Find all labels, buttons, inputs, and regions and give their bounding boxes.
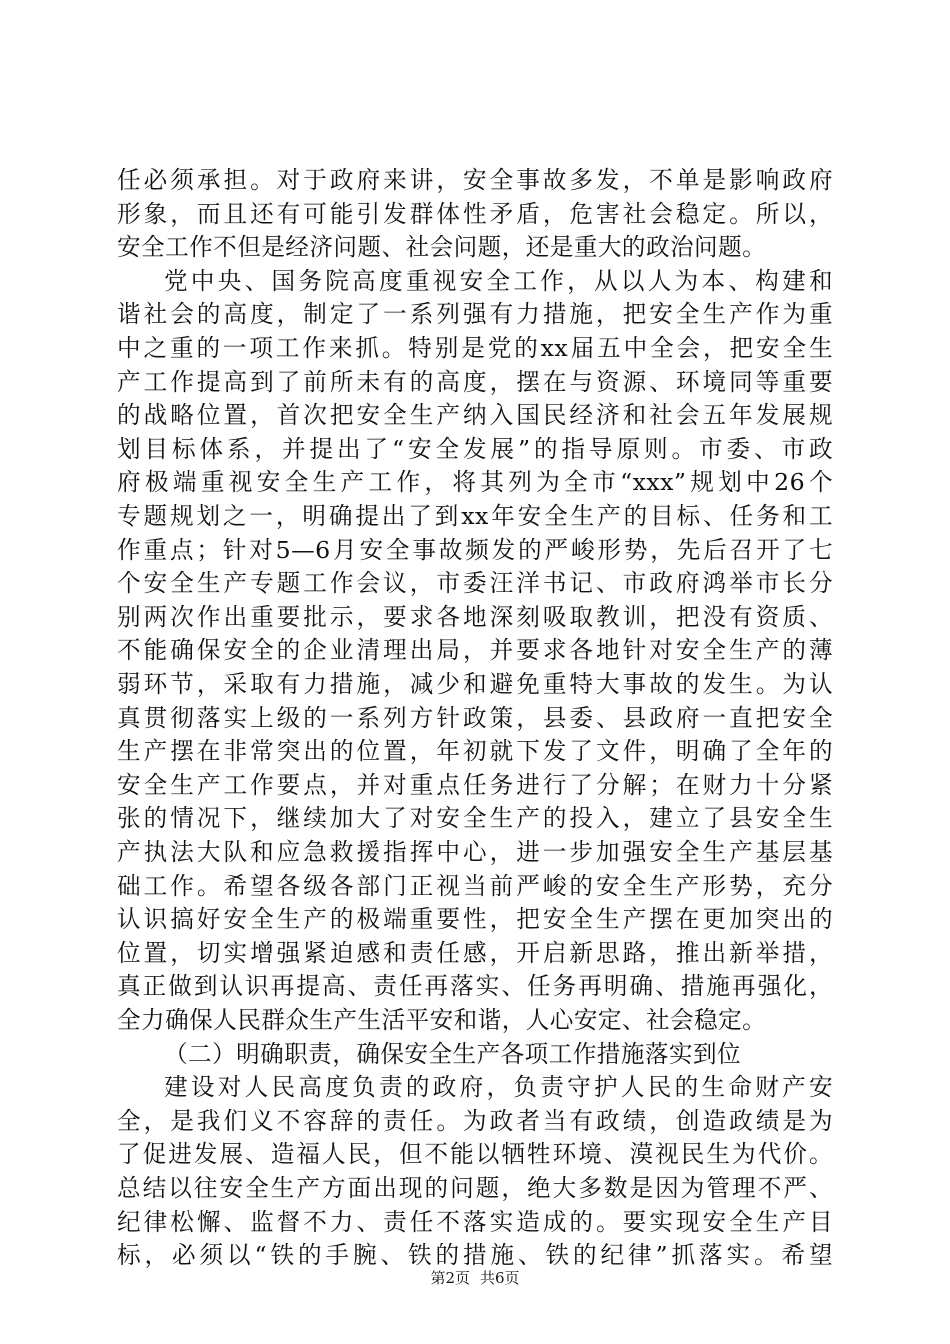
- section-heading: （二）明确职责，确保安全生产各项工作措施落实到位: [164, 1039, 742, 1068]
- text-line: 产工作提高到了前所未有的高度，摆在与资源、环境同等重要: [117, 367, 833, 396]
- text-line: 弱环节，采取有力措施，减少和避免重特大事故的发生。为认: [117, 670, 833, 698]
- text-line: 纪律松懈、监督不力、责任不落实造成的。要实现安全生产目: [117, 1207, 833, 1236]
- text-line: 谐社会的高度，制定了一系列强有力措施，把安全生产作为重: [117, 300, 833, 329]
- text-line: 生产摆在非常突出的位置，年初就下发了文件，明确了全年的: [117, 737, 833, 766]
- text-line: 形象，而且还有可能引发群体性矛盾，危害社会稳定。所以，: [117, 199, 833, 228]
- text-line: 个安全生产专题工作会议，市委汪洋书记、市政府鸿举市长分: [117, 569, 833, 598]
- text-line: 建设对人民高度负责的政府，负责守护人民的生命财产安: [164, 1073, 833, 1102]
- text-line: 党中央、国务院高度重视安全工作，从以人为本、构建和: [164, 266, 833, 295]
- page-footer: [0, 1268, 950, 1288]
- text-line: 的战略位置，首次把安全生产纳入国民经济和社会五年发展规: [117, 401, 833, 430]
- text-line: 标，必须以“铁的手腕、铁的措施、铁的纪律”抓落实。希望: [117, 1241, 833, 1270]
- text-line: 认识搞好安全生产的极端重要性，把安全生产摆在更加突出的: [117, 905, 833, 934]
- text-line: 作重点；针对5—6月安全事故频发的严峻形势，先后召开了七: [117, 535, 833, 564]
- text-line: 础工作。希望各级各部门正视当前严峻的安全生产形势，充分: [117, 871, 833, 900]
- text-line: 中之重的一项工作来抓。特别是党的xx届五中全会，把安全生: [117, 334, 833, 362]
- page-total: 共6页: [480, 1269, 520, 1287]
- text-line: 张的情况下，继续加大了对安全生产的投入，建立了县安全生: [117, 804, 833, 833]
- text-line: 专题规划之一，明确提出了到xx年安全生产的目标、任务和工: [117, 502, 833, 530]
- text-line: 府极端重视安全生产工作，将其列为全市“xxx”规划中26个: [117, 468, 833, 497]
- text-line: 总结以往安全生产方面出现的问题，绝大多数是因为管理不严、: [117, 1174, 833, 1202]
- text-line: 全力确保人民群众生产生活平安和谐，人心安定、社会稳定。: [117, 1006, 767, 1034]
- page-number: 第2页: [430, 1269, 470, 1287]
- text-line: 产执法大队和应急救援指挥中心，进一步加强安全生产基层基: [117, 838, 833, 866]
- text-line: 安全工作不但是经济问题、社会问题，还是重大的政治问题。: [117, 233, 767, 262]
- text-line: 真正做到认识再提高、责任再落实、任务再明确、措施再强化，: [117, 972, 833, 1001]
- text-line: 别两次作出重要批示，要求各地深刻吸取教训，把没有资质、: [117, 602, 833, 631]
- text-line: 真贯彻落实上级的一系列方针政策，县委、县政府一直把安全: [117, 703, 833, 732]
- text-line: 全，是我们义不容辞的责任。为政者当有政绩，创造政绩是为: [117, 1106, 833, 1135]
- text-line: 安全生产工作要点，并对重点任务进行了分解；在财力十分紧: [117, 770, 833, 799]
- text-line: 不能确保安全的企业清理出局，并要求各地针对安全生产的薄: [117, 636, 833, 665]
- text-line: 划目标体系，并提出了“安全发展”的指导原则。市委、市政: [117, 434, 833, 463]
- text-line: 任必须承担。对于政府来讲，安全事故多发，不单是影响政府: [117, 166, 833, 194]
- text-line: 了促进发展、造福人民，但不能以牺牲环境、漠视民生为代价。: [117, 1140, 833, 1169]
- text-line: 位置，切实增强紧迫感和责任感，开启新思路，推出新举措，: [117, 938, 833, 967]
